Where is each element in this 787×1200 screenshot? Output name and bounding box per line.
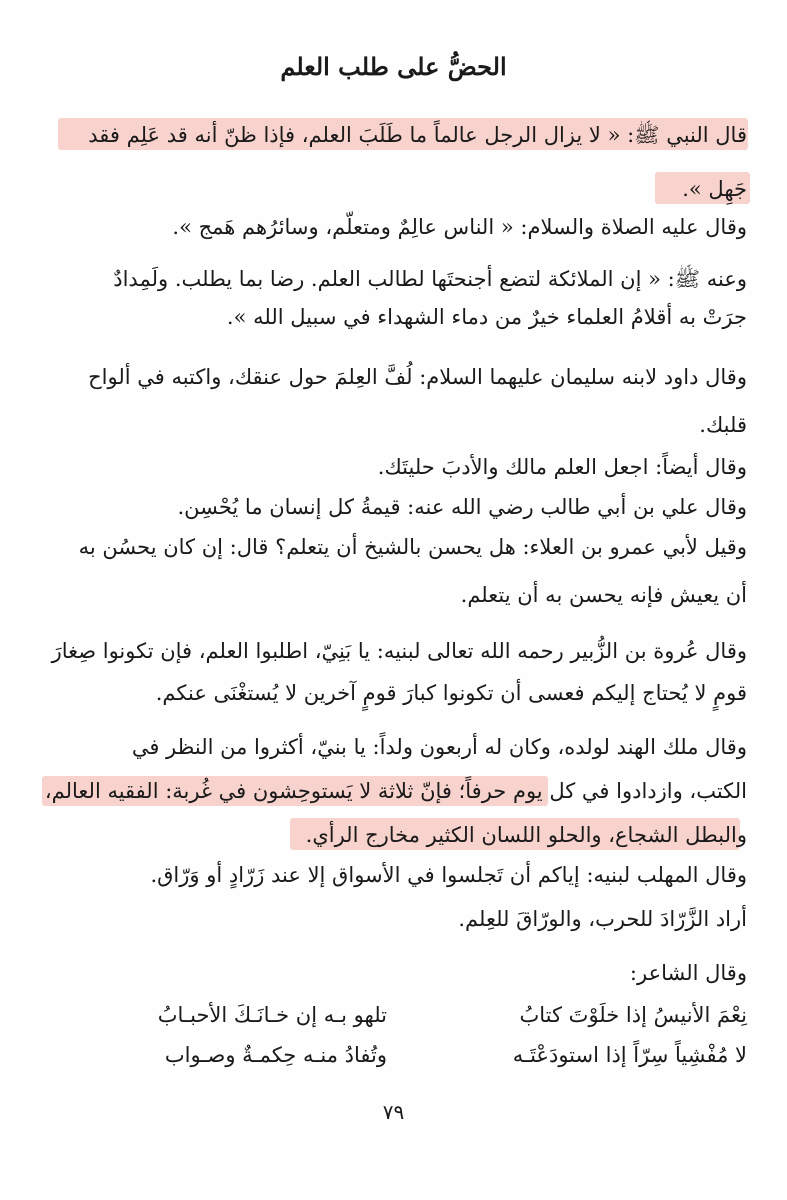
text-line: والبطل الشجاع، والحلو اللسان الكثير مخارج الرأي. [305, 823, 747, 847]
text-line: الكتب، وازدادوا في كل يوم حرفاً؛ فإنّ ثلاثة لا يَستوحِشون في غُربة: الفقيه العالم، [44, 779, 747, 803]
poem-line-2-left: وتُفادُ منـه حِكمـةٌ وصـواب [164, 1043, 387, 1067]
text-line: وقال داود لابنه سليمان عليهما السلام: لُفَّ العِلمَ حول عنقك، واكتبه في ألواح [88, 365, 747, 389]
poem-line-1-right: نِعْمَ الأنيسُ إذا خلَوْتَ كتابُ [519, 1003, 747, 1027]
text-line: قال النبي ﷺ: « لا يزال الرجل عالماً ما طَلَبَ العلم، فإذا ظنّ أنه قد عَلِم فقد [88, 123, 747, 147]
page-number: ٧٩ [382, 1100, 405, 1124]
text-line: أراد الزَّرّادَ للحرب، والورّاقَ للعِلم. [458, 907, 747, 931]
text-line: وعنه ﷺ: « إن الملائكة لتضع أجنحتَها لطالب العلم. رضا بما يطلب. ولَمِدادٌ [113, 267, 747, 291]
text-line: وقال ملك الهند لولده، وكان له أربعون ولداً: يا بنيّ، أكثروا من النظر في [131, 735, 747, 759]
text-line: وقال علي بن أبي طالب رضي الله عنه: قيمةُ كل إنسان ما يُحْسِن. [177, 495, 747, 519]
text-line: قومٍ لا يُحتاج إليكم فعسى أن تكونوا كبارَ قومٍ آخرين لا يُستغْنَى عنكم. [155, 681, 747, 705]
text-line: وقيل لأبي عمرو بن العلاء: هل يحسن بالشيخ أن يتعلم؟ قال: إن كان يحسُن به [78, 535, 747, 559]
text-line: أن يعيش فإنه يحسن به أن يتعلم. [460, 583, 747, 607]
text-line: وقال أيضاً: اجعل العلم مالك والأدبَ حليتَك. [377, 455, 747, 479]
text-line: قلبك. [699, 413, 747, 437]
poem-line-2-right: لا مُفْشِياً سِرّاً إذا استودَعْتَـه [512, 1043, 747, 1067]
text-line: وقال المهلب لبنيه: إياكم أن تَجلسوا في الأسواق إلا عند زَرّادٍ أو وَرّاق. [150, 863, 747, 887]
page-title: الحضُّ على طلب العلم [280, 52, 507, 81]
poem-line-1-left: تلهو بـه إن خـانَـكَ الأحبـابُ [157, 1003, 387, 1027]
text-line: وقال عليه الصلاة والسلام: « الناس عالِمٌ ومتعلّم، وسائرُهم هَمج ». [172, 215, 747, 239]
text-line: وقال عُروة بن الزُّبير رحمه الله تعالى لبنيه: يا بَنِيّ، اطلبوا العلم، فإن تكونوا صِغارَ [51, 639, 747, 663]
text-line: جرَتْ به أقلامُ العلماء خيرٌ من دماء الشهداء في سبيل الله ». [226, 305, 747, 329]
text-line: جَهِل ». [682, 177, 747, 201]
text-line: وقال الشاعر: [629, 961, 747, 985]
